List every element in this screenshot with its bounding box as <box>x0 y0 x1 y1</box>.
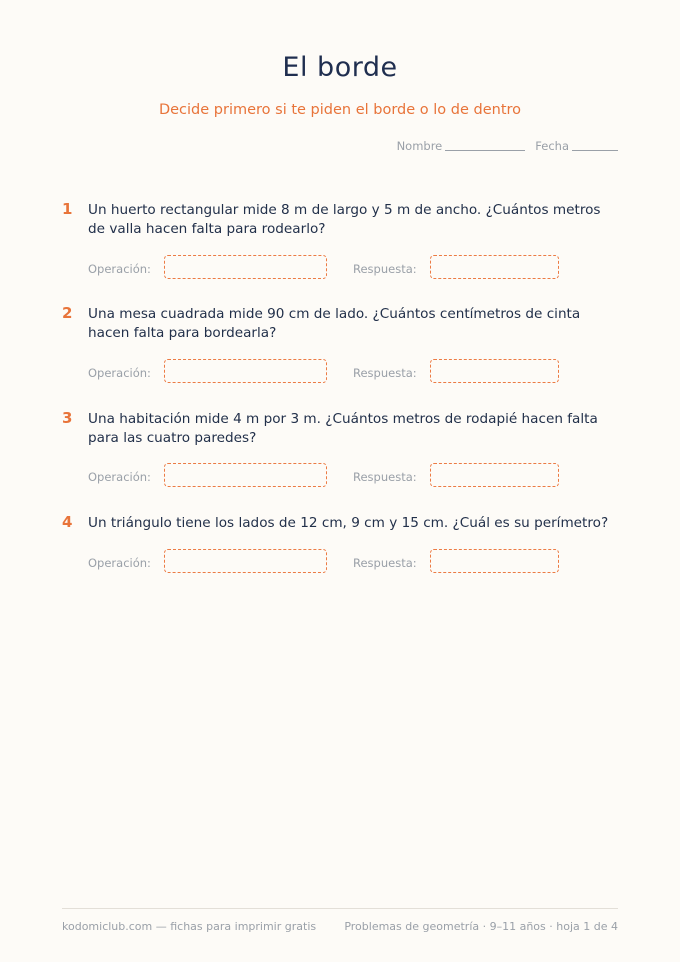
question-number: 3 <box>62 409 73 427</box>
operation-label: Operación: <box>88 556 151 570</box>
answer-row <box>88 359 568 387</box>
operation-label: Operación: <box>88 366 151 380</box>
answer-row <box>88 463 568 491</box>
operation-box[interactable] <box>164 549 327 573</box>
answer-box[interactable] <box>430 549 559 573</box>
operation-label: Operación: <box>88 262 151 276</box>
answer-box[interactable] <box>430 359 559 383</box>
answer-label: Respuesta: <box>353 262 417 276</box>
footer-divider <box>62 908 618 909</box>
question-number: 2 <box>62 304 73 322</box>
answer-label: Respuesta: <box>353 470 417 484</box>
page-subtitle: Decide primero si te piden el borde o lo de dentro <box>158 102 522 118</box>
footer-site: kodomiclub.com — fichas para imprimir gratis <box>62 920 317 933</box>
answer-row <box>88 549 568 577</box>
question-number: 1 <box>62 200 73 218</box>
operation-box[interactable] <box>164 463 327 487</box>
date-label: Fecha <box>535 139 569 153</box>
answer-label: Respuesta: <box>353 556 417 570</box>
operation-box[interactable] <box>164 359 327 383</box>
page-title: El borde <box>282 52 398 83</box>
answer-box[interactable] <box>430 255 559 279</box>
question-text: Un huerto rectangular mide 8 m de largo y 5 m de ancho. ¿Cuántos metros de valla hacen falta para rodearlo? <box>88 202 601 237</box>
question-text: Una habitación mide 4 m por 3 m. ¿Cuántos metros de rodapié hacen falta para las cuatro paredes? <box>88 411 598 446</box>
answer-box[interactable] <box>430 463 559 487</box>
answer-label: Respuesta: <box>353 366 417 380</box>
answer-row <box>88 255 568 283</box>
question-number: 4 <box>62 513 73 531</box>
name-label: Nombre <box>396 139 443 153</box>
name-date-fields <box>397 139 618 153</box>
question-text: Un triángulo tiene los lados de 12 cm, 9 cm y 15 cm. ¿Cuál es su perímetro? <box>88 515 609 531</box>
operation-label: Operación: <box>88 470 151 484</box>
date-line[interactable] <box>572 150 618 151</box>
question-text: Una mesa cuadrada mide 90 cm de lado. ¿Cuántos centímetros de cinta hacen falta para bordearla? <box>88 306 581 341</box>
operation-box[interactable] <box>164 255 327 279</box>
name-line[interactable] <box>445 150 525 151</box>
footer-sheet-info: Problemas de geometría · 9–11 años · hoja 1 de 4 <box>344 920 618 933</box>
